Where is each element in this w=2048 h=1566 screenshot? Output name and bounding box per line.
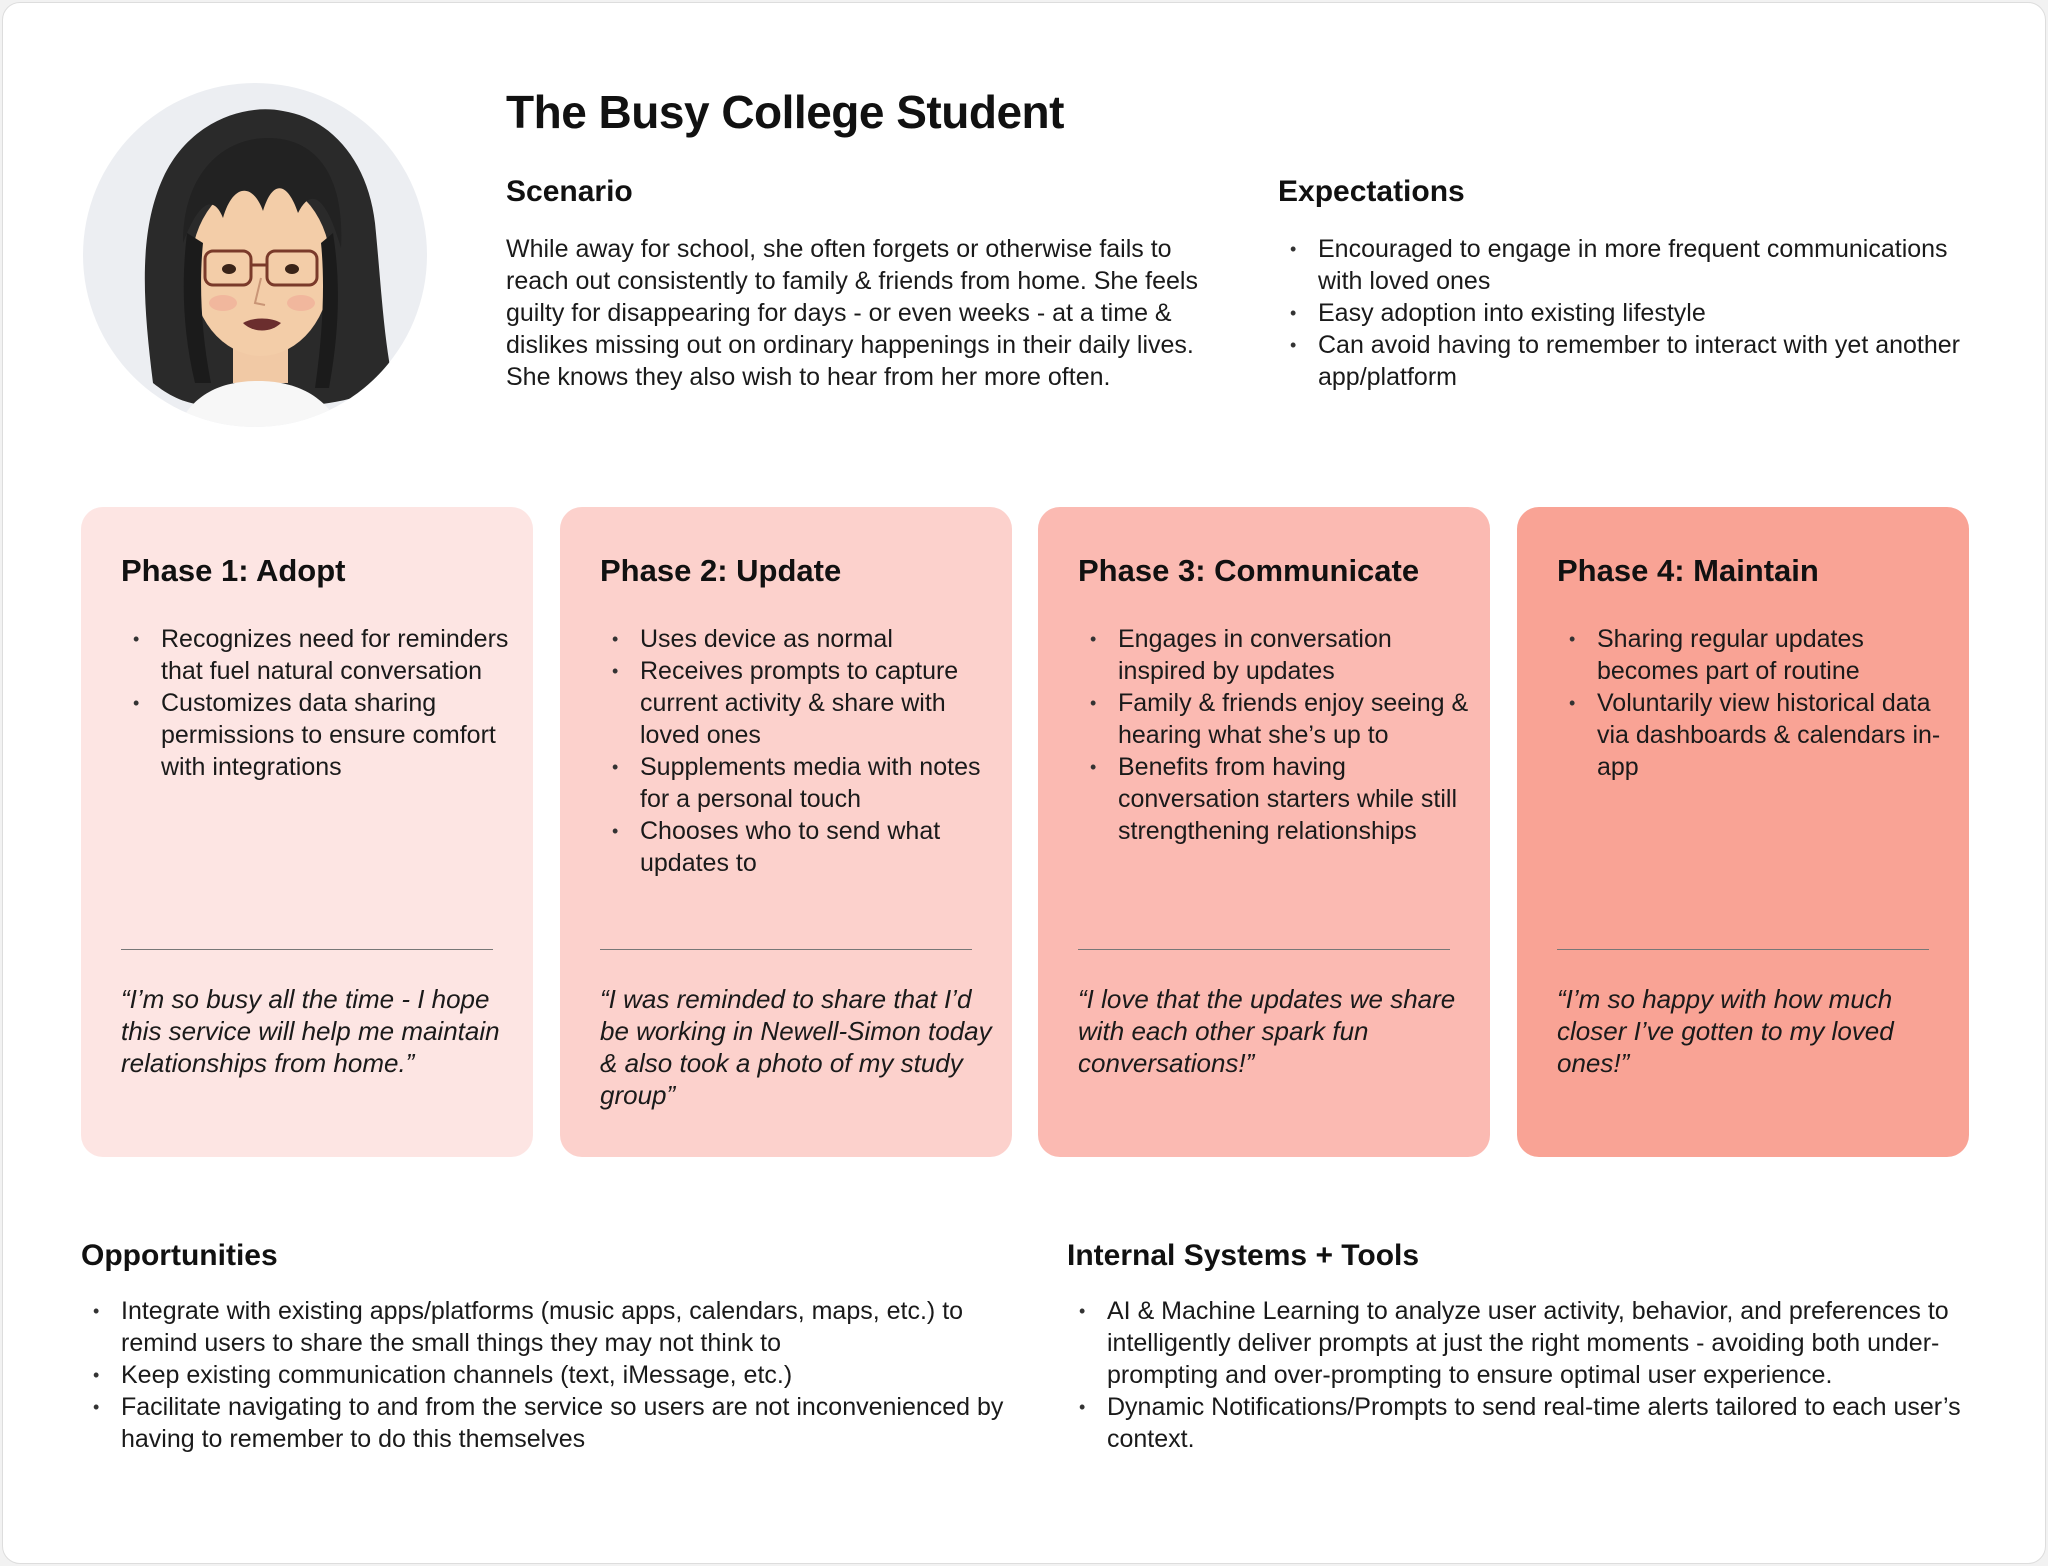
scenario-text: While away for school, she often forgets or otherwise fails to reach out consistently to family & friends from home. She feels guilty for disappearing for days - or even weeks - at a time & dislikes missing out on ordinary happenings in their daily lives. She knows they also wish to hear from her more often.: [506, 235, 1198, 391]
list-item: • AI & Machine Learning to analyze user activity, behavior, and preferences to intelligently deliver prompts at just the right moments - avoiding both under-prompting and over-prompting to ensure optimal user experience.: [1067, 1295, 1987, 1391]
phase-card-adopt: [81, 507, 533, 1157]
phase-list: [1078, 623, 1470, 847]
internal-systems-list: [1067, 1295, 1987, 1455]
opportunities-list: [81, 1295, 1011, 1455]
list-item: • Sharing regular updates becomes part of routine: [1557, 623, 1949, 687]
list-item: • Easy adoption into existing lifestyle: [1278, 297, 1968, 329]
list-item: • Supplements media with notes for a personal touch: [600, 751, 992, 815]
phase-quote: “I’m so happy with how much closer I’ve gotten to my loved ones!”: [1557, 984, 1894, 1078]
scenario-heading: Scenario: [506, 175, 633, 208]
list-item: • Benefits from having conversation starters while still strengthening relationships: [1078, 751, 1470, 847]
list-item: • Receives prompts to capture current activity & share with loved ones: [600, 655, 992, 751]
list-item: • Dynamic Notifications/Prompts to send real-time alerts tailored to each user’s context.: [1067, 1391, 1987, 1455]
phase-divider: [1557, 949, 1929, 950]
list-item: • Can avoid having to remember to interact with yet another app/platform: [1278, 329, 1968, 393]
phase-divider: [121, 949, 493, 950]
persona-avatar: [83, 83, 427, 427]
list-item: • Facilitate navigating to and from the service so users are not inconvenienced by having to remember to do this themselves: [81, 1391, 1011, 1455]
expectations-heading: Expectations: [1278, 175, 1465, 208]
phase-list: [1557, 623, 1949, 783]
phase-list: [600, 623, 992, 879]
phase-title: Phase 4: Maintain: [1557, 553, 1819, 588]
phase-quote: “I’m so busy all the time - I hope this service will help me maintain relationships from home.”: [121, 984, 500, 1078]
phase-title: Phase 2: Update: [600, 553, 842, 588]
list-item: • Engages in conversation inspired by updates: [1078, 623, 1470, 687]
persona-illustration-icon: [83, 83, 427, 427]
list-item: • Integrate with existing apps/platforms (music apps, calendars, maps, etc.) to remind users to share the small things they may not think to: [81, 1295, 1011, 1359]
list-item: • Voluntarily view historical data via dashboards & calendars in-app: [1557, 687, 1949, 783]
expectations-list: [1278, 233, 1968, 393]
phase-title: Phase 3: Communicate: [1078, 553, 1420, 588]
list-item: • Uses device as normal: [600, 623, 992, 655]
phase-card-maintain: [1517, 507, 1969, 1157]
phase-list: [121, 623, 513, 783]
phase-quote: “I love that the updates we share with each other spark fun conversations!”: [1078, 984, 1456, 1078]
phase-quote: “I was reminded to share that I’d be working in Newell-Simon today & also took a photo of my study group”: [600, 984, 992, 1110]
list-item: • Recognizes need for reminders that fuel natural conversation: [121, 623, 513, 687]
phase-divider: [600, 949, 972, 950]
internal-systems-heading: Internal Systems + Tools: [1067, 1239, 1420, 1272]
persona-title: The Busy College Student: [506, 86, 1064, 138]
phase-card-communicate: [1038, 507, 1490, 1157]
list-item: • Family & friends enjoy seeing & hearing what she’s up to: [1078, 687, 1470, 751]
persona-card: [2, 2, 2046, 1564]
list-item: • Customizes data sharing permissions to ensure comfort with integrations: [121, 687, 513, 783]
phase-card-update: [560, 507, 1012, 1157]
list-item: • Encouraged to engage in more frequent communications with loved ones: [1278, 233, 1968, 297]
list-item: • Chooses who to send what updates to: [600, 815, 992, 879]
opportunities-heading: Opportunities: [81, 1239, 278, 1272]
phase-title: Phase 1: Adopt: [121, 553, 346, 588]
phase-divider: [1078, 949, 1450, 950]
list-item: • Keep existing communication channels (text, iMessage, etc.): [81, 1359, 1011, 1391]
